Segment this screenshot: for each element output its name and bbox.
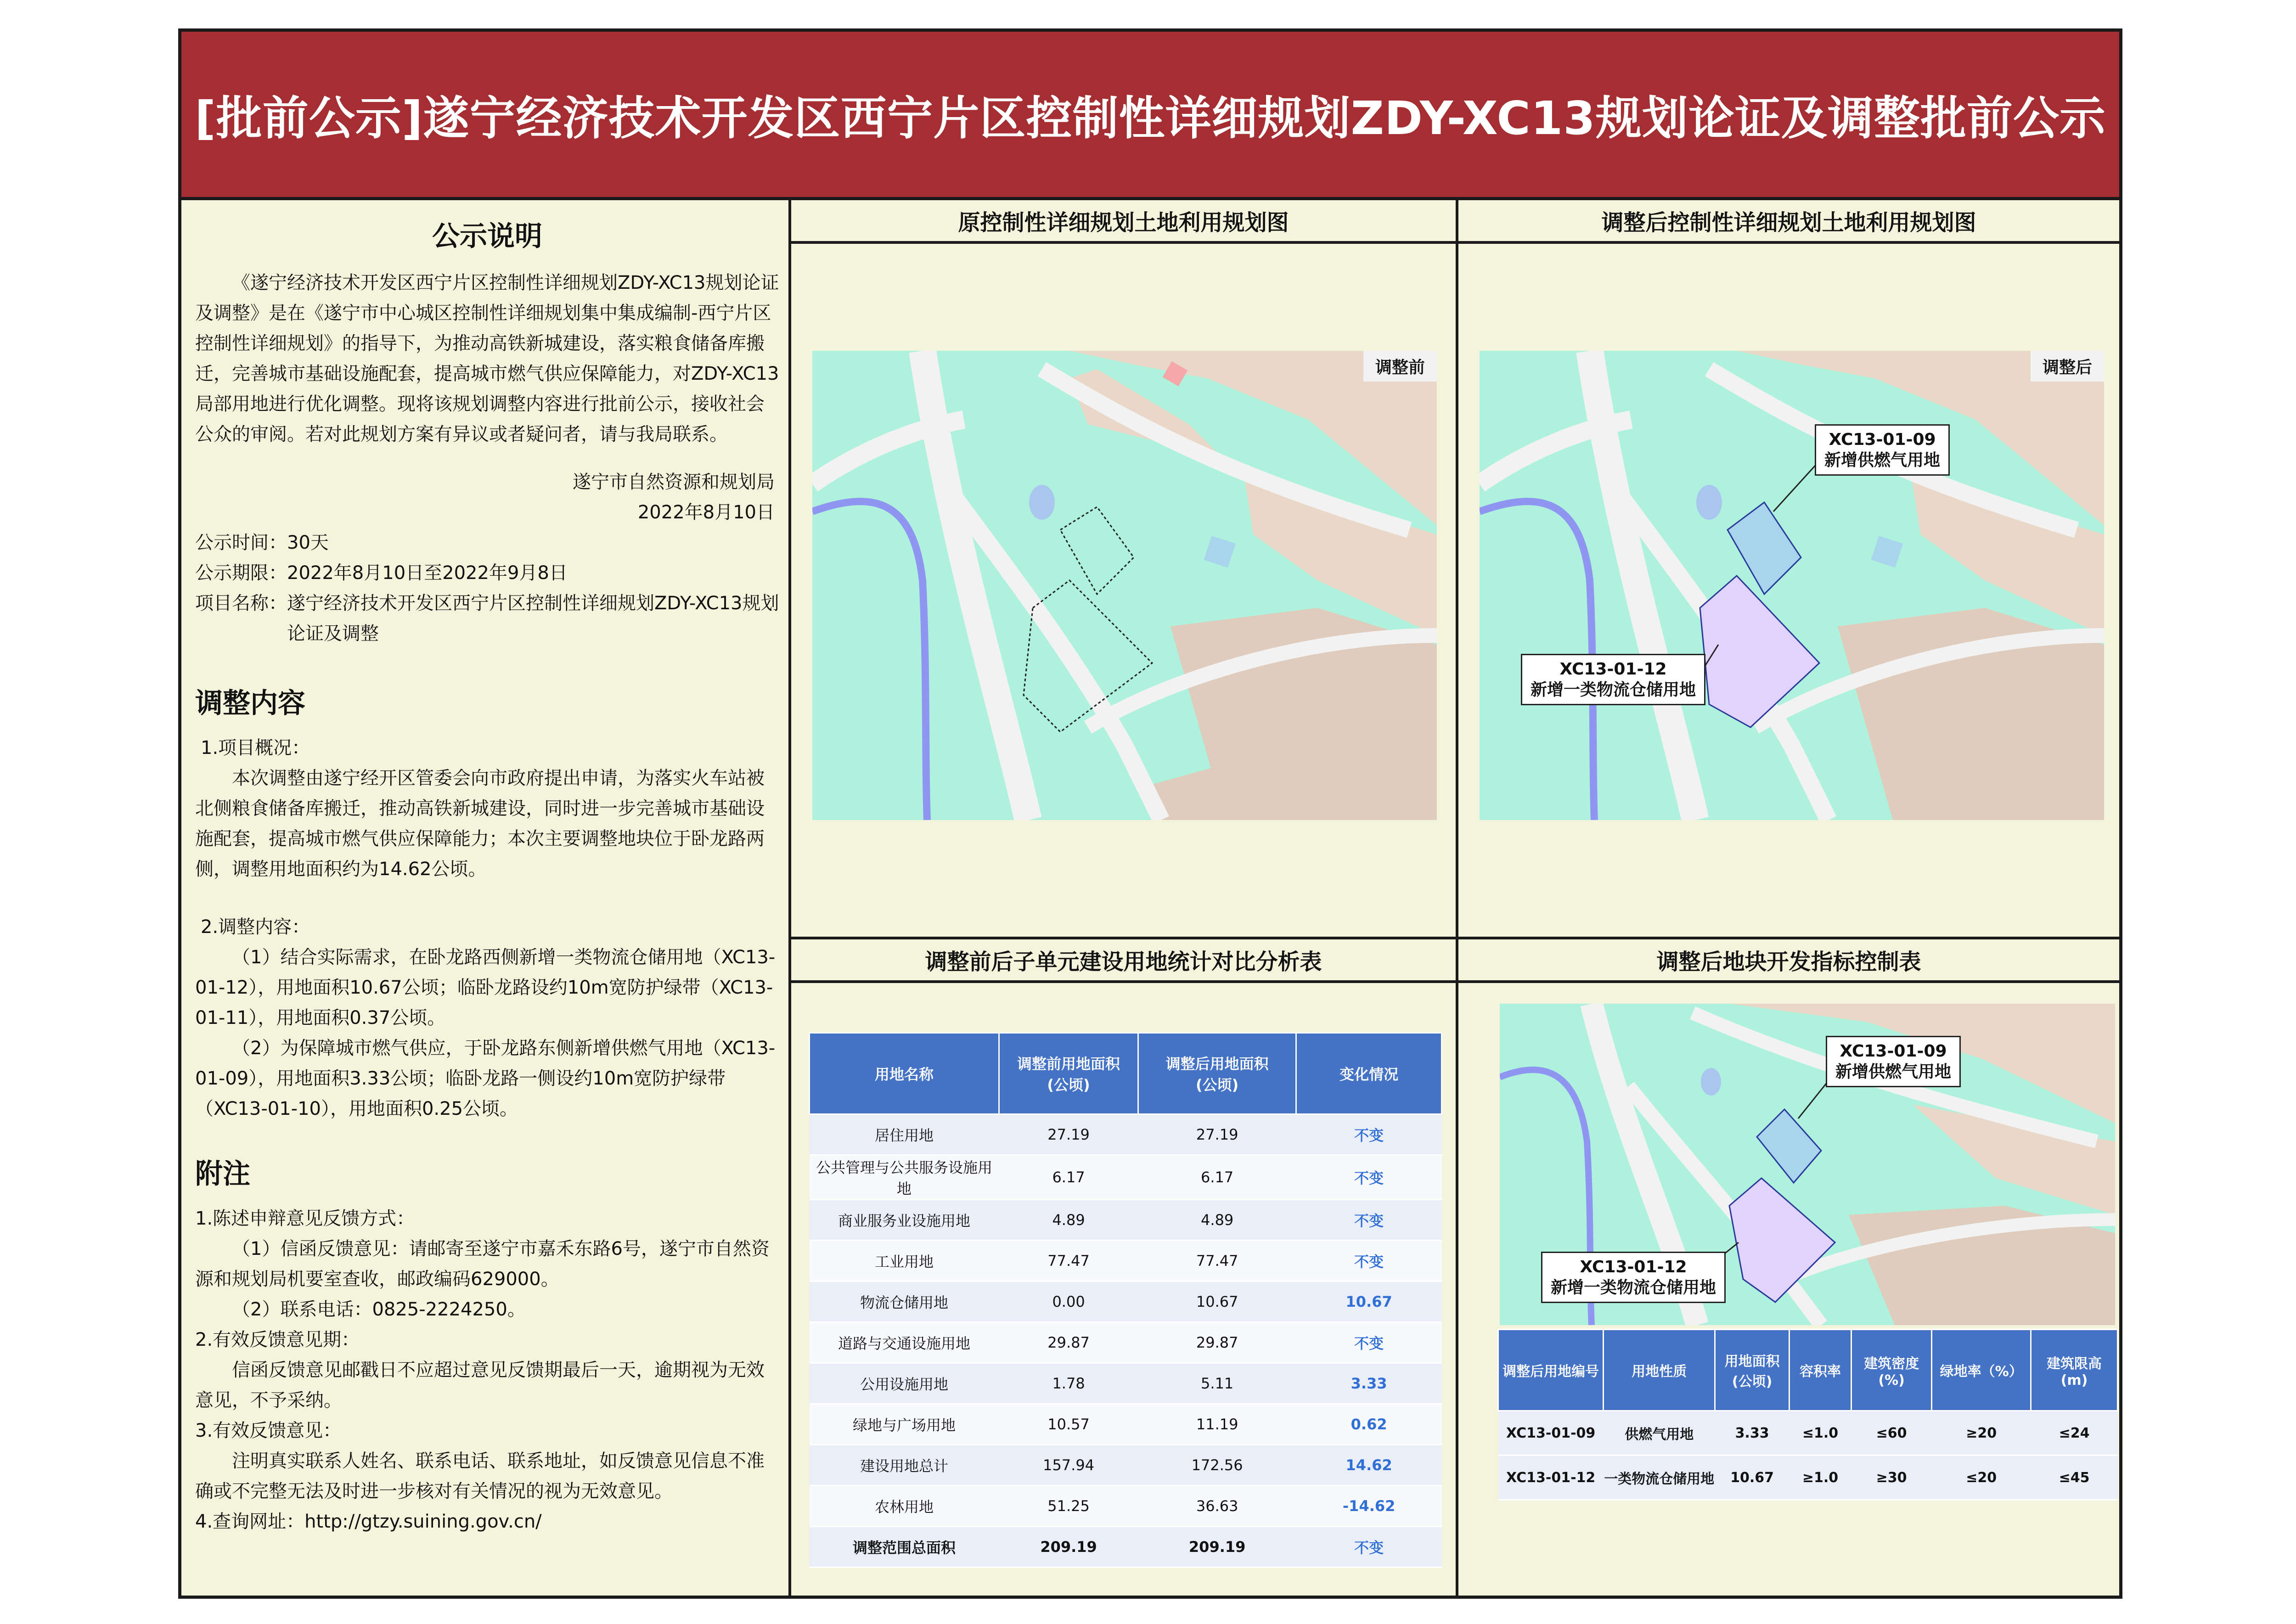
index-header-3: 容积率 — [1790, 1330, 1851, 1411]
after-map-drawing — [1480, 351, 2104, 820]
appendix-l1: 1.陈述申辩意见反馈方式： — [195, 1208, 415, 1229]
notice-time: 公示时间： 30天 — [195, 532, 329, 553]
index-header-2: 用地面积 (公顷) — [1715, 1330, 1790, 1411]
index-callout-logistics — [1541, 1252, 1726, 1303]
table-row: 绿地与广场用地 10.57 11.19 0.62 — [810, 1404, 1442, 1445]
table-row: 公用设施用地 1.78 5.11 3.33 — [810, 1363, 1442, 1404]
index-map — [1500, 1004, 2115, 1325]
index-header-1: 用地性质 — [1604, 1330, 1715, 1411]
before-map-drawing — [812, 351, 1437, 820]
appendix-l2: （1）信函反馈意见：请邮寄至遂宁市嘉禾东路6号，遂宁市自然资源和规划局机要室查收，邮政编码629000。 — [195, 1238, 770, 1290]
table-row: 商业服务业设施用地 4.89 4.89 不变 — [810, 1200, 1442, 1241]
callout-gas — [1815, 424, 1950, 476]
index-table-panel — [1458, 939, 2119, 1596]
index-table-title: 调整后地块开发指标控制表 — [1458, 939, 2119, 983]
before-map-panel — [791, 200, 1458, 939]
callout-gas-text: XC13-01-09 新增供燃气用地 — [1824, 430, 1941, 470]
index-header-4: 建筑密度 (%) — [1851, 1330, 1931, 1411]
notice-title: 公示说明 — [432, 220, 542, 253]
compare-header-1: 调整前用地面积 (公顷) — [999, 1033, 1138, 1114]
notice-board — [178, 28, 2122, 1599]
table-row: 工业用地 77.47 77.47 不变 — [810, 1241, 1442, 1281]
before-map — [812, 351, 1437, 820]
adjust-p2: （1）结合实际需求，在卧龙路西侧新增一类物流仓储用地（XC13-01-12），用地面积10.67公顷；临卧龙路设约10m宽防护绿带（XC13-01-11），用地面积0.37公顷。 — [195, 947, 776, 1028]
compare-header-0: 用地名称 — [810, 1033, 999, 1114]
compare-header-2: 调整后用地面积 (公顷) — [1138, 1033, 1296, 1114]
table-row: 农林用地 51.25 36.63 -14.62 — [810, 1486, 1442, 1527]
compare-table-body — [810, 1114, 1442, 1568]
index-callout-logistics-text: XC13-01-12 新增一类物流仓储用地 — [1551, 1258, 1716, 1297]
before-tag: 调整前 — [1363, 351, 1437, 382]
appendix-l8[interactable]: 4.查询网址：http://gtzy.suining.gov.cn/ — [195, 1511, 542, 1532]
after-tag: 调整后 — [2031, 351, 2104, 382]
index-callout-gas — [1826, 1036, 1961, 1087]
table-row: XC13-01-09 供燃气用地 3.33 ≤1.0 ≤60 ≥20 ≤24 — [1498, 1411, 2118, 1455]
left-column — [181, 200, 791, 1596]
after-map-title: 调整后控制性详细规划土地利用规划图 — [1458, 200, 2119, 244]
after-map-panel — [1458, 200, 2119, 939]
index-header-5: 绿地率（%） — [1932, 1330, 2031, 1411]
notice-project: 项目名称： 遂宁经济技术开发区西宁片区控制性详细规划ZDY-XC13规划论证及调整 — [195, 593, 779, 644]
appendix-l7: 注明真实联系人姓名、联系电话、联系地址，如反馈意见信息不准确或不完整无法及时进一步核对有关情况的视为无效意见。 — [195, 1450, 765, 1502]
appendix-l6: 3.有效反馈意见： — [195, 1420, 342, 1441]
adjust-p1: 本次调整由遂宁经开区管委会向市政府提出申请，为落实火车站被北侧粮食储备库搬迁，推动高铁新城建设，同时进一步完善城市基础设施配套，提高城市燃气供应保障能力；本次主要调整地块位于卧龙路两侧，调整用地面积约为14.62公顷。 — [195, 768, 765, 880]
appendix-l5: 信函反馈意见邮戳日不应超过意见反馈期最后一天，逾期视为无效意见，不予采纳。 — [195, 1360, 765, 1411]
compare-table — [809, 1032, 1442, 1568]
appendix-title: 附注 — [195, 1158, 250, 1190]
index-header-0: 调整后用地编号 — [1498, 1330, 1604, 1411]
index-header-6: 建筑限高 (m) — [2031, 1330, 2118, 1411]
notice-date: 2022年8月10日 — [637, 502, 775, 523]
index-table — [1497, 1329, 2118, 1500]
adjust-p3: （2）为保障城市燃气供应，于卧龙路东侧新增供燃气用地（XC13-01-09），用地面积3.33公顷；临卧龙路一侧设约10m宽防护绿带（XC13-01-10），用地面积0.25公顷。 — [195, 1038, 776, 1119]
table-row: 道路与交通设施用地 29.87 29.87 不变 — [810, 1322, 1442, 1363]
index-callout-gas-text: XC13-01-09 新增供燃气用地 — [1835, 1042, 1952, 1081]
appendix-l4: 2.有效反馈意见期： — [195, 1329, 360, 1350]
notice-org: 遂宁市自然资源和规划局 — [573, 472, 775, 493]
page-title: [批前公示]遂宁经济技术开发区西宁片区控制性详细规划ZDY-XC13规划论证及调整批前公示 — [195, 91, 2106, 145]
notice-body: 《遂宁经济技术开发区西宁片区控制性详细规划ZDY-XC13规划论证及调整》是在《遂宁市中心城区控制性详细规划集中集成编制-西宁片区控制性详细规划》的指导下，为推动高铁新城建设，落实粮食储备库搬迁，完善城市基础设施配套，提高城市燃气供应保障能力，对ZDY-XC13局部用地进行优化调整。现将该规划调整内容进行批前公示，接收社会公众的审阅。若对此规划方案有异议或者疑问者，请与我局联系。 — [195, 272, 779, 445]
notice-period: 公示期限： 2022年8月10日至2022年9月8日 — [195, 562, 568, 584]
table-row: 物流仓储用地 0.00 10.67 10.67 — [810, 1281, 1442, 1322]
title-banner — [181, 32, 2119, 200]
callout-logistics — [1521, 654, 1705, 705]
table-row: 调整范围总面积 209.19 209.19 不变 — [810, 1527, 1442, 1568]
table-row: 居住用地 27.19 27.19 不变 — [810, 1114, 1442, 1155]
table-row: 建设用地总计 157.94 172.56 14.62 — [810, 1445, 1442, 1486]
table-row: XC13-01-12 一类物流仓储用地 10.67 ≥1.0 ≥30 ≤20 ≤45 — [1498, 1455, 2118, 1500]
compare-table-panel — [791, 939, 1458, 1596]
adjust-h2: 2.调整内容： — [201, 916, 310, 938]
before-map-title: 原控制性详细规划土地利用规划图 — [791, 200, 1456, 244]
appendix-l3: （2）联系电话：0825-2224250。 — [232, 1299, 526, 1320]
compare-table-title: 调整前后子单元建设用地统计对比分析表 — [791, 939, 1456, 983]
adjust-h1: 1.项目概况： — [201, 737, 310, 759]
after-map — [1480, 351, 2104, 820]
callout-logistics-text: XC13-01-12 新增一类物流仓储用地 — [1531, 660, 1696, 699]
adjust-title: 调整内容 — [195, 687, 305, 719]
compare-header-3: 变化情况 — [1296, 1033, 1442, 1114]
blue-blob — [1029, 485, 1055, 520]
table-row: 公共管理与公共服务设施用地 6.17 6.17 不变 — [810, 1155, 1442, 1200]
